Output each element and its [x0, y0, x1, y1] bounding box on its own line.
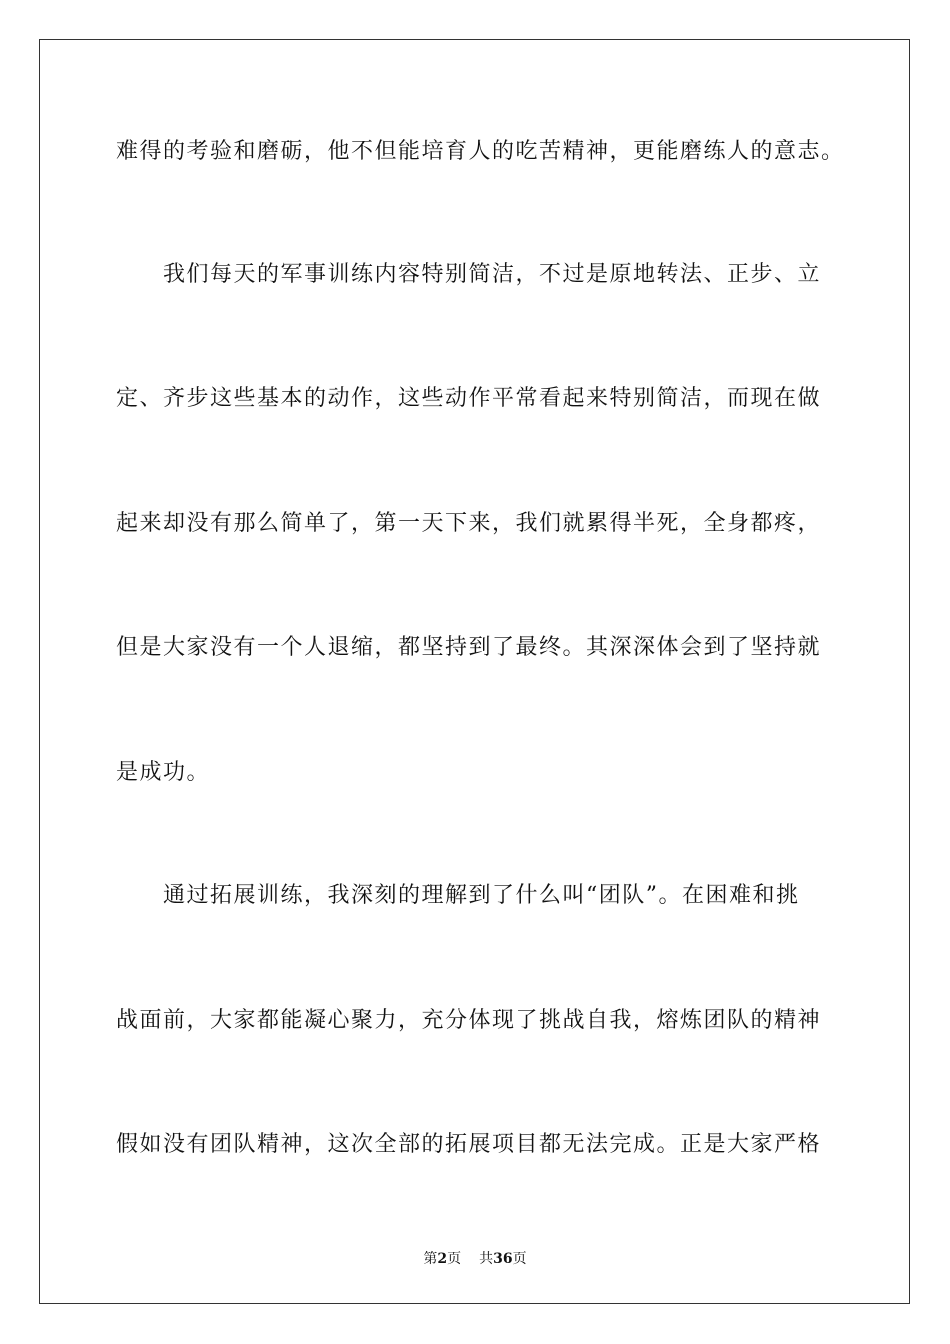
page-prefix: 第 [423, 1251, 438, 1267]
text-line: 难得的考验和磨砺，他不但能培育人的吃苦精神，更能磨练人的意志。 [116, 139, 845, 164]
text-line: 定、齐步这些基本的动作，这些动作平常看起来特别简洁，而现在做 [116, 386, 822, 411]
text-line: 假如没有团队精神，这次全部的拓展项目都无法完成。正是大家严格 [116, 1132, 822, 1157]
page-suffix: 页 [447, 1251, 462, 1267]
total-suffix: 页 [512, 1251, 527, 1267]
text-line: 战面前，大家都能凝心聚力，充分体现了挑战自我，熔炼团队的精神 [116, 1008, 822, 1033]
page-footer [0, 1249, 950, 1269]
page-number: 2 [437, 1251, 448, 1267]
text-line: 通过拓展训练，我深刻的理解到了什么叫“团队”。在困难和挑 [163, 883, 800, 908]
total-prefix: 共 [479, 1251, 494, 1267]
page-border [39, 39, 910, 1304]
text-line: 我们每天的军事训练内容特别简洁，不过是原地转法、正步、立 [163, 262, 822, 287]
total-pages: 36 [493, 1251, 513, 1267]
text-line: 起来却没有那么简单了，第一天下来，我们就累得半死，全身都疼， [116, 511, 822, 536]
text-line: 但是大家没有一个人退缩，都坚持到了最终。其深深体会到了坚持就 [116, 635, 822, 660]
text-line: 是成功。 [116, 760, 211, 785]
